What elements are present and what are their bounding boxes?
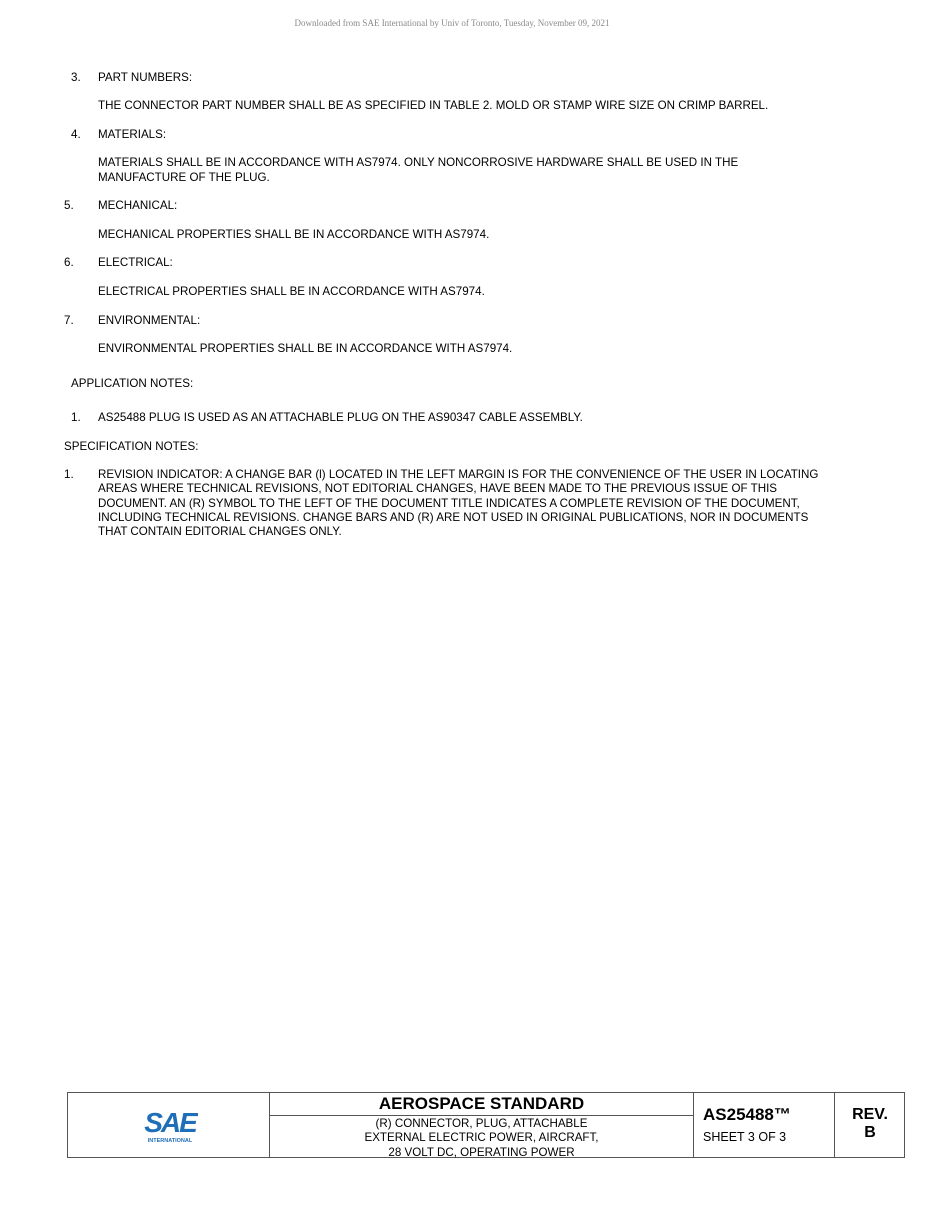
description-line: EXTERNAL ELECTRIC POWER, AIRCRAFT, bbox=[364, 1131, 599, 1145]
title-cell bbox=[270, 1093, 694, 1157]
note-text: AS25488 PLUG IS USED AS AN ATTACHABLE PLUG ON THE AS90347 CABLE ASSEMBLY. bbox=[98, 411, 583, 424]
title-block bbox=[67, 1092, 905, 1158]
section-title: PART NUMBERS: bbox=[98, 71, 193, 84]
sheet-indicator: SHEET 3 OF 3 bbox=[703, 1130, 787, 1144]
specification-notes-heading: SPECIFICATION NOTES: bbox=[64, 440, 199, 453]
sae-logo-subtext: INTERNATIONAL bbox=[147, 1138, 193, 1144]
document-number-cell bbox=[694, 1093, 835, 1157]
document-number: AS25488™ bbox=[703, 1105, 791, 1124]
section-body: ENVIRONMENTAL PROPERTIES SHALL BE IN ACCORDANCE WITH AS7974. bbox=[98, 342, 513, 355]
note-text: AREAS WHERE TECHNICAL REVISIONS, NOT EDITORIAL CHANGES, HAVE BEEN MADE TO THE PREVIOUS ISSUE OF THIS bbox=[98, 482, 778, 495]
description-line: (R) CONNECTOR, PLUG, ATTACHABLE bbox=[375, 1117, 588, 1130]
note-text: DOCUMENT. AN (R) SYMBOL TO THE LEFT OF THE DOCUMENT TITLE INDICATES A COMPLETE REVISION OF THE DOCUMENT, bbox=[98, 497, 800, 510]
section-body: MECHANICAL PROPERTIES SHALL BE IN ACCORDANCE WITH AS7974. bbox=[98, 228, 490, 241]
section-body: MATERIALS SHALL BE IN ACCORDANCE WITH AS7974. ONLY NONCORROSIVE HARDWARE SHALL BE USED IN THE bbox=[98, 156, 739, 169]
section-body: MANUFACTURE OF THE PLUG. bbox=[98, 171, 270, 184]
note-number: 1. bbox=[64, 468, 74, 481]
section-body: THE CONNECTOR PART NUMBER SHALL BE AS SPECIFIED IN TABLE 2. MOLD OR STAMP WIRE SIZE ON CRIMP BARREL. bbox=[98, 99, 769, 112]
sae-logo-cell bbox=[68, 1093, 270, 1157]
note-text: THAT CONTAIN EDITORIAL CHANGES ONLY. bbox=[98, 525, 342, 538]
revision-cell bbox=[835, 1093, 905, 1157]
section-number: 5. bbox=[64, 199, 74, 212]
document-description bbox=[270, 1116, 693, 1160]
note-text: INCLUDING TECHNICAL REVISIONS. CHANGE BARS AND (R) ARE NOT USED IN ORIGINAL PUBLICATIONS, NOR IN DOCUMENTS bbox=[98, 511, 809, 524]
section-body: ELECTRICAL PROPERTIES SHALL BE IN ACCORDANCE WITH AS7974. bbox=[98, 285, 485, 298]
sae-logo bbox=[142, 1107, 198, 1145]
description-line: 28 VOLT DC, OPERATING POWER bbox=[388, 1145, 575, 1159]
section-number: 6. bbox=[64, 256, 74, 269]
section-title: ENVIRONMENTAL: bbox=[98, 314, 201, 327]
note-number: 1. bbox=[71, 411, 81, 424]
section-number: 4. bbox=[71, 128, 81, 141]
revision-value: B bbox=[864, 1124, 876, 1141]
section-number: 3. bbox=[71, 71, 81, 84]
note-text: REVISION INDICATOR: A CHANGE BAR (l) LOCATED IN THE LEFT MARGIN IS FOR THE CONVENIENCE OF THE USER IN LOCATING bbox=[98, 468, 819, 481]
section-number: 7. bbox=[64, 314, 74, 327]
revision-label: REV. bbox=[852, 1106, 888, 1123]
standard-heading: AEROSPACE STANDARD bbox=[270, 1093, 693, 1116]
section-title: MATERIALS: bbox=[98, 128, 167, 141]
section-title: MECHANICAL: bbox=[98, 199, 178, 212]
sae-logo-mark: SAE bbox=[144, 1107, 196, 1138]
section-title: ELECTRICAL: bbox=[98, 256, 173, 269]
download-watermark: Downloaded from SAE International by Univ of Toronto, Tuesday, November 09, 2021 bbox=[294, 18, 610, 28]
application-notes-heading: APPLICATION NOTES: bbox=[71, 377, 194, 390]
